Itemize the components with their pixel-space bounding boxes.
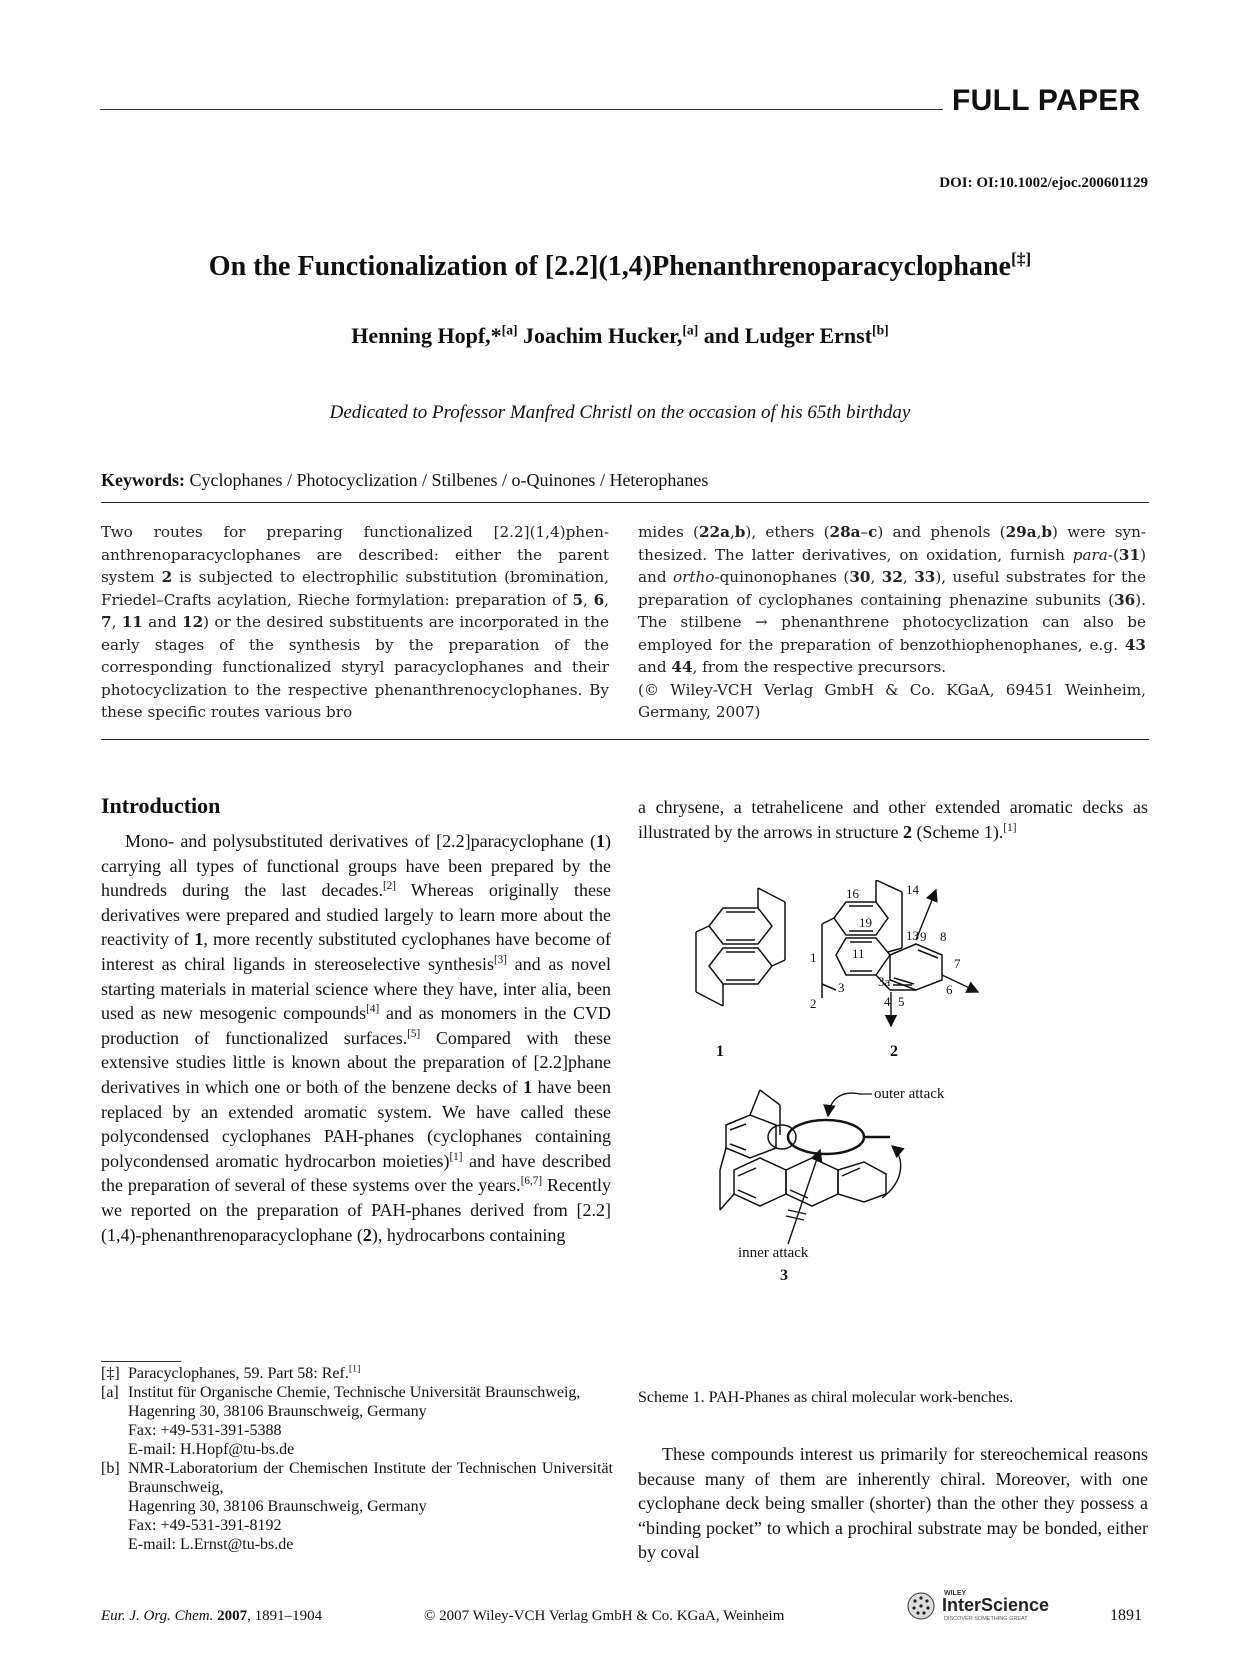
footnote-address: Hagenring 30, 38106 Braunschweig, Germany	[128, 1403, 427, 1420]
scheme-1-caption: Scheme 1. PAH-Phanes as chiral molecular work-benches.	[638, 1389, 1014, 1406]
author-1: Henning Hopf,*	[351, 323, 502, 348]
footnote-text: Paracyclophanes, 59. Part 58: Ref.	[128, 1365, 349, 1382]
inner-attack-block-1	[788, 1210, 806, 1214]
article-title	[0, 251, 1240, 283]
section-label: FULL PAPER	[952, 84, 1141, 117]
curved-attack-arrow	[882, 1146, 901, 1198]
atom-number: 2	[810, 996, 817, 1011]
footnote-mark: [a]	[101, 1384, 119, 1401]
introduction-paragraph-2: These compounds interest us primarily for stereochemical reasons because many of them are inherently chiral. Moreover, with one cyclophane deck being smaller (shorter) than the other they possess a “binding pocket” to which a prochiral substrate may be bonded, either by coval	[638, 1444, 1148, 1563]
structure-1	[696, 888, 785, 1006]
footer-journal-citation	[101, 1608, 322, 1625]
atom-number: 5	[898, 994, 905, 1009]
atom-number: 6	[946, 982, 953, 997]
doi: DOI: OI:10.1002/ejoc.200601129	[939, 175, 1148, 191]
keywords-rule	[101, 502, 1149, 503]
footnote-address: Hagenring 30, 38106 Braunschweig, Germany	[128, 1498, 427, 1515]
page-number: 1891	[1110, 1607, 1142, 1624]
outer-attack-label: outer attack	[874, 1086, 945, 1102]
atom-number: 14	[906, 882, 919, 897]
header-rule	[100, 109, 943, 110]
abstract-column-left: Two routes for preparing functionalized [2.2](1,4)phenanthrenoparacyclophanes are described: either the parent system 2 is subjected to electrophilic substitution (bromination, Friedel–Crafts acylation, Rieche formylation: preparation of 5, 6, 7, 11 and 12) or the desired substituents are incorporated in the early stages of the synthesis by the preparation of the corresponding functionalized styryl paracyclophanes and their photocyclization to the respective phenanthrenocyclophanes. By these specific routes various bro	[101, 523, 609, 721]
atom-number: 4	[884, 994, 891, 1009]
logo-name: InterScience	[942, 1595, 1050, 1615]
abstract-rule	[101, 739, 1149, 740]
footnote-mark: [b]	[101, 1460, 120, 1477]
footnote-text: Institut für Organische Chemie, Technische Universität Braunschweig,	[128, 1384, 581, 1401]
keywords-label: Keywords:	[101, 470, 185, 490]
structure-1-label: 1	[716, 1043, 724, 1060]
structure-3-label: 3	[780, 1267, 788, 1284]
footnote-affiliation-b	[101, 1459, 613, 1497]
interscience-logo	[904, 1584, 1074, 1624]
footnote-rule	[101, 1361, 181, 1362]
atom-number: 7	[954, 956, 961, 971]
footnote-text: NMR-Laboratorium der Chemischen Institute der Technischen Universität Braunschweig,	[128, 1460, 613, 1496]
inner-attack-label: inner attack	[738, 1245, 809, 1261]
structure-2-label: 2	[890, 1043, 898, 1060]
atom-number: 19	[859, 915, 872, 930]
logo-wiley: WILEY	[944, 1590, 967, 1597]
footnote-affiliation-a	[101, 1383, 613, 1402]
atom-number: 9	[920, 929, 927, 944]
abstract-column-right: mides (22a,b), ethers (28a–c) and phenols (29a,b) were synthesized. The latter derivatives, on oxidation, furnish para-(31) and ortho-quinonophanes (30, 32, 33), useful substrates for the preparation of cyclophanes containing phenazine subunits (36). The stilbene → phenanthrene photocyclization can also be employed for the preparation of benzothiophenophanes, e.g. 43 and 44, from the respective precursors. (© Wiley-VCH Verlag GmbH & Co. KGaA, 69451 Weinheim, Germany, 2007)	[638, 523, 1147, 721]
author-3-affiliation: [b]	[872, 322, 889, 338]
atom-number: 3	[838, 980, 845, 995]
title-footnote-mark: [‡]	[1010, 249, 1032, 269]
atom-number: 13	[906, 928, 919, 943]
footnote-email: E-mail: L.Ernst@tu-bs.de	[128, 1536, 294, 1553]
outer-attack-arrow	[828, 1093, 860, 1116]
footnote-ref: [1]	[348, 1363, 361, 1375]
footnote-email: E-mail: H.Hopf@tu-bs.de	[128, 1441, 295, 1458]
logo-tagline: DISCOVER SOMETHING GREAT	[944, 1616, 1028, 1622]
keywords-list: Cyclophanes / Photocyclization / Stilbenes / o-Quinones / Heterophanes	[189, 470, 709, 490]
dedication: Dedicated to Professor Manfred Christl on the occasion of his 65th birthday	[329, 402, 911, 423]
author-3: and Ludger Ernst	[703, 323, 873, 348]
atom-number: 16	[846, 886, 859, 901]
inner-attack-block-2	[786, 1216, 804, 1220]
authors	[0, 323, 1240, 349]
introduction-paragraph-1: Mono- and polysubstituted derivatives of [2.2]paracyclophane (1) carrying all types of functional groups have been prepared by the hundreds during the last decades.[2] Whereas originally these derivatives were prepared and studied largely to learn more about the reactivity of 1, more recently substituted cyclophanes have become of interest as chiral ligands in stereoselective synthesis[3] and as novel starting materials in material science where they have, inter alia, been used as new mesogenic compounds[4] and as monomers in the CVD production of functionalized surfaces.[5] Compared with these extensive studies little is known about the preparation of [2.2]phane derivatives in which one or both of the benzene decks of 1 have been replaced by an extended aromatic system. We have called these polycondensed cyclophanes PAH-phanes (cyclophanes containing polycondensed aromatic hydrocarbon moieties)[1] and have described the preparation of several of these systems over the years.[6,7] Recently we reported on the preparation of PAH-phanes derived from [2.2](1,4)-phenanthrenoparacyclophane (2), hydrocarbons containing	[101, 831, 612, 1245]
atom-number: 3a	[878, 974, 891, 989]
keywords	[101, 470, 708, 491]
journal-year: 2007	[217, 1608, 248, 1624]
footnote-paracyclophanes	[101, 1364, 613, 1383]
author-2-affiliation: [a]	[682, 322, 699, 338]
journal-name: Eur. J. Org. Chem.	[101, 1608, 214, 1624]
atom-number: 8	[940, 929, 947, 944]
footer-copyright: © 2007 Wiley-VCH Verlag GmbH & Co. KGaA, Weinheim	[424, 1608, 785, 1624]
atom-number: 11	[852, 946, 865, 961]
footnote-fax: Fax: +49-531-391-8192	[128, 1517, 282, 1534]
footnotes	[101, 1364, 613, 1554]
footnote-fax: Fax: +49-531-391-5388	[128, 1422, 282, 1439]
author-2: Joachim Hucker,	[523, 323, 683, 348]
article-title-text: On the Functionalization of [2.2](1,4)Phenanthrenoparacyclophane	[208, 251, 1011, 282]
atom-number: 1	[810, 950, 817, 965]
author-1-affiliation: [a]	[501, 322, 518, 338]
footnote-mark: [‡]	[101, 1365, 120, 1382]
introduction-paragraph-1-continued: a chrysene, a tetrahelicene and other extended aromatic decks as illustrated by the arrows in structure 2 (Scheme 1).[1]	[638, 797, 1148, 842]
journal-pages: , 1891–1904	[247, 1608, 323, 1624]
scheme-1-figure	[660, 880, 1120, 1360]
section-heading-introduction: Introduction	[101, 793, 221, 818]
